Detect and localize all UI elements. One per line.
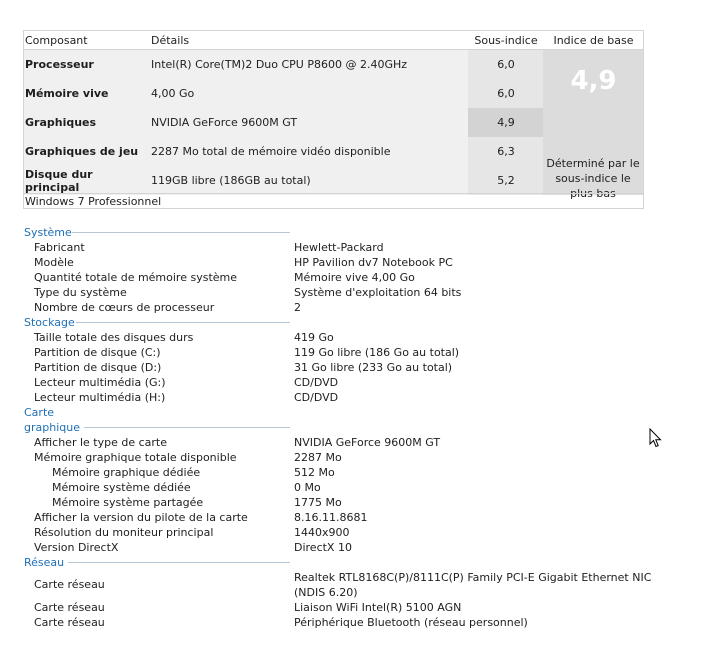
info-value: 2287 Mo (294, 451, 342, 464)
info-key: Mémoire graphique totale disponible (34, 451, 237, 464)
info-key: Afficher le type de carte (34, 436, 167, 449)
section-title-text: graphique (24, 421, 80, 434)
row-component: Graphiques de jeu (24, 137, 150, 166)
info-row (24, 495, 664, 510)
info-value: 1440x900 (294, 526, 350, 539)
system-details (24, 225, 664, 630)
info-row (24, 255, 664, 270)
section-title-graphics-line2 (24, 420, 664, 435)
info-row (24, 600, 664, 615)
section-title-network (24, 555, 664, 570)
score-table (24, 31, 643, 200)
info-row (24, 375, 664, 390)
base-score-cell (543, 50, 643, 200)
info-row (24, 390, 664, 405)
info-key: Carte réseau (34, 601, 105, 614)
info-key: Carte réseau (34, 616, 105, 629)
row-details: 4,00 Go (150, 79, 468, 108)
info-value: Hewlett-Packard (294, 241, 384, 254)
section-divider (68, 562, 290, 563)
info-value: 0 Mo (294, 481, 321, 494)
info-key: Mémoire système partagée (52, 496, 204, 509)
info-row (24, 300, 664, 315)
info-value: 8.16.11.8681 (294, 511, 368, 524)
info-value: 2 (294, 301, 301, 314)
row-subscore: 6,0 (468, 79, 543, 108)
info-key: Lecteur multimédia (H:) (34, 391, 166, 404)
info-key: Version DirectX (34, 541, 119, 554)
header-subscore: Sous-indice (468, 31, 543, 50)
row-subscore: 6,3 (468, 137, 543, 166)
info-row (24, 615, 664, 630)
os-edition: Windows 7 Professionnel (24, 193, 644, 209)
section-title-text: Carte (24, 406, 55, 419)
section-title-graphics (24, 405, 664, 420)
section-title-text: Réseau (24, 556, 65, 569)
info-value: Périphérique Bluetooth (réseau personnel) (294, 616, 528, 629)
info-value: 119 Go libre (186 Go au total) (294, 346, 460, 359)
info-key: Modèle (34, 256, 74, 269)
info-row (24, 285, 664, 300)
info-row (24, 330, 664, 345)
info-value (294, 570, 664, 600)
section-title-text: Système (24, 226, 72, 239)
section-title-system (24, 225, 664, 240)
info-value: CD/DVD (294, 391, 339, 404)
info-value: 419 Go (294, 331, 334, 344)
score-table-header (24, 31, 643, 50)
info-value: CD/DVD (294, 376, 339, 389)
header-base-score: Indice de base (543, 31, 643, 50)
info-value: 31 Go libre (233 Go au total) (294, 361, 453, 374)
mouse-pointer-icon (649, 428, 663, 448)
row-component: Graphiques (24, 108, 150, 137)
info-value: Mémoire vive 4,00 Go (294, 271, 415, 284)
info-value: HP Pavilion dv7 Notebook PC (294, 256, 453, 269)
info-key: Nombre de cœurs de processeur (34, 301, 215, 314)
info-key: Fabricant (34, 241, 85, 254)
info-value: 512 Mo (294, 466, 335, 479)
info-key: Lecteur multimédia (G:) (34, 376, 166, 389)
info-key: Partition de disque (C:) (34, 346, 161, 359)
info-key: Résolution du moniteur principal (34, 526, 214, 539)
info-key: Quantité totale de mémoire système (34, 271, 238, 284)
info-row (24, 465, 664, 480)
info-row (24, 240, 664, 255)
base-score-note: Déterminé par le sous-indice le plus bas (546, 157, 640, 200)
info-key: Afficher la version du pilote de la carte (34, 511, 248, 524)
info-row (24, 480, 664, 495)
info-value: Système d'exploitation 64 bits (294, 286, 462, 299)
info-key: Mémoire système dédiée (52, 481, 191, 494)
info-row (24, 570, 664, 600)
header-details: Détails (150, 31, 468, 50)
info-key: Taille totale des disques durs (34, 331, 194, 344)
section-divider (72, 232, 290, 233)
info-key: Type du système (34, 286, 127, 299)
info-key: Partition de disque (D:) (34, 361, 162, 374)
row-component: Disque dur principal (24, 166, 150, 195)
info-row (24, 450, 664, 465)
section-title-storage (24, 315, 664, 330)
row-details: Intel(R) Core(TM)2 Duo CPU P8600 @ 2.40GHz (150, 50, 468, 80)
info-value-line: (NDIS 6.20) (294, 586, 358, 599)
info-row (24, 525, 664, 540)
row-subscore: 5,2 (468, 166, 543, 195)
header-component: Composant (24, 31, 150, 50)
info-row (24, 435, 664, 450)
row-details: 2287 Mo total de mémoire vidéo disponible (150, 137, 468, 166)
info-row (24, 360, 664, 375)
info-row (24, 270, 664, 285)
section-divider (84, 427, 290, 428)
info-row (24, 510, 664, 525)
experience-index-panel (23, 30, 644, 209)
section-title-text: Stockage (24, 316, 75, 329)
info-row (24, 345, 664, 360)
base-score-value: 4,9 (570, 66, 617, 96)
info-value: 1775 Mo (294, 496, 342, 509)
row-component: Mémoire vive (24, 79, 150, 108)
row-component: Processeur (24, 50, 150, 80)
score-row-processor (24, 50, 643, 80)
row-details: 119GB libre (186GB au total) (150, 166, 468, 195)
row-subscore: 4,9 (468, 108, 543, 137)
info-value: NVIDIA GeForce 9600M GT (294, 436, 441, 449)
info-value-line: Realtek RTL8168C(P)/8111C(P) Family PCI-E Gigabit Ethernet NIC (294, 571, 652, 584)
info-key: Carte réseau (34, 578, 105, 591)
info-row (24, 540, 664, 555)
section-divider (76, 322, 290, 323)
row-details: NVIDIA GeForce 9600M GT (150, 108, 468, 137)
info-value: Liaison WiFi Intel(R) 5100 AGN (294, 601, 462, 614)
info-value: DirectX 10 (294, 541, 352, 554)
info-key: Mémoire graphique dédiée (52, 466, 201, 479)
row-subscore: 6,0 (468, 50, 543, 80)
